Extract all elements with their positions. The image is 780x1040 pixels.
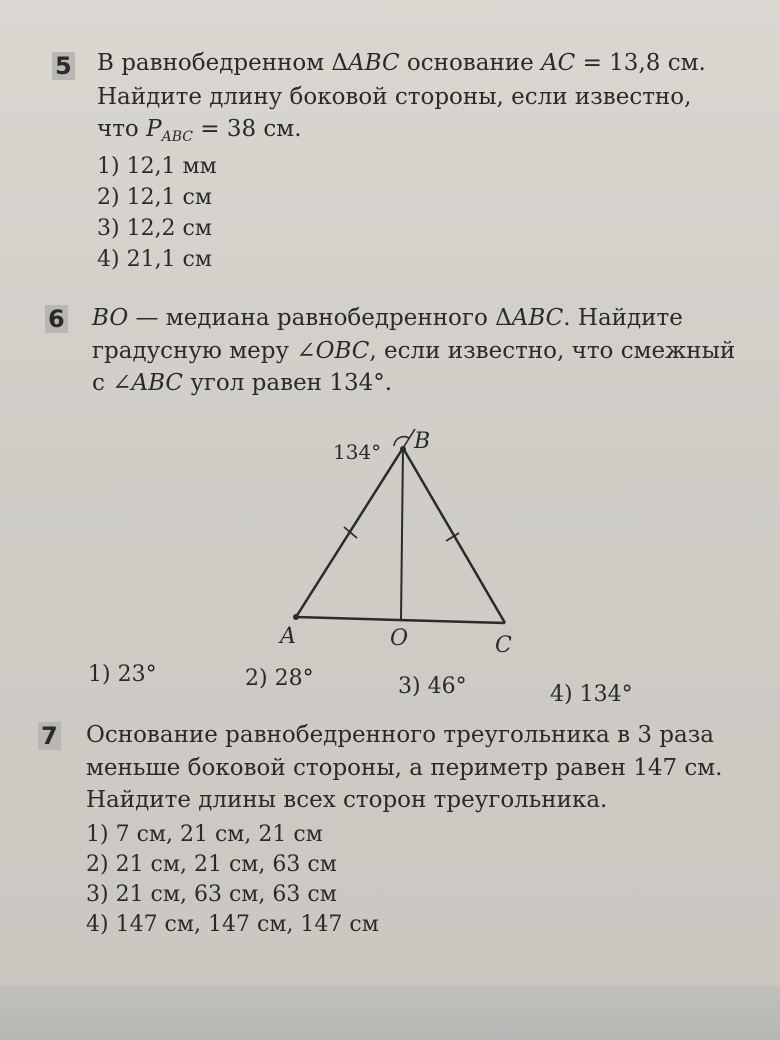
problem-text-line-1: Основание равнобедренного треугольника в 3 раза bbox=[86, 722, 714, 748]
vertex-label-b: B bbox=[414, 429, 431, 454]
median-bo bbox=[401, 448, 403, 620]
answer-option: 2) 21 см, 21 см, 63 см bbox=[86, 852, 337, 877]
problem-number: 6 bbox=[45, 305, 68, 333]
problem-text-line-2: градусную меру ∠OBC, если известно, что смежный bbox=[92, 338, 736, 364]
problem-text-line-3: Найдите длины всех сторон треугольника. bbox=[86, 787, 608, 813]
answer-option: 4) 147 см, 147 см, 147 см bbox=[86, 912, 379, 937]
page-bottom-edge bbox=[0, 985, 780, 1040]
problem-text-line-2: Найдите длину боковой стороны, если известно, bbox=[97, 84, 692, 110]
problem-number: 5 bbox=[52, 52, 75, 80]
point-b bbox=[400, 446, 406, 452]
answer-option: 3) 12,2 см bbox=[97, 216, 212, 241]
vertex-label-c: C bbox=[495, 633, 512, 658]
answer-option: 2) 28° bbox=[245, 666, 314, 691]
problem-text-line-3: с ∠ABC угол равен 134°. bbox=[92, 370, 393, 396]
answer-option: 1) 12,1 мм bbox=[97, 154, 217, 179]
answer-option: 3) 21 см, 63 см, 63 см bbox=[86, 882, 337, 907]
problem-text-line-2: меньше боковой стороны, а периметр равен 147 см. bbox=[86, 755, 723, 781]
angle-label: 134° bbox=[333, 440, 382, 464]
answer-option: 1) 7 см, 21 см, 21 см bbox=[86, 822, 323, 847]
vertex-label-o: O bbox=[390, 626, 409, 651]
answer-option: 3) 46° bbox=[398, 674, 467, 699]
point-a bbox=[293, 614, 299, 620]
problem-number: 7 bbox=[38, 722, 61, 750]
vertex-label-a: A bbox=[280, 624, 296, 649]
answer-option: 2) 12,1 см bbox=[97, 185, 212, 210]
answer-option: 4) 21,1 см bbox=[97, 247, 212, 272]
problem-text-line-1: BO — медиана равнобедренного ΔABC. Найдите bbox=[92, 305, 683, 331]
problem-text-line-1: В равнобедренном ΔABC основание AC = 13,8 см. bbox=[97, 50, 706, 76]
problem-text-line-3: что $P_{ABC} = 38$ см. bbox=[97, 116, 302, 145]
answer-option: 4) 134° bbox=[550, 682, 633, 707]
answer-option: 1) 23° bbox=[88, 662, 157, 687]
